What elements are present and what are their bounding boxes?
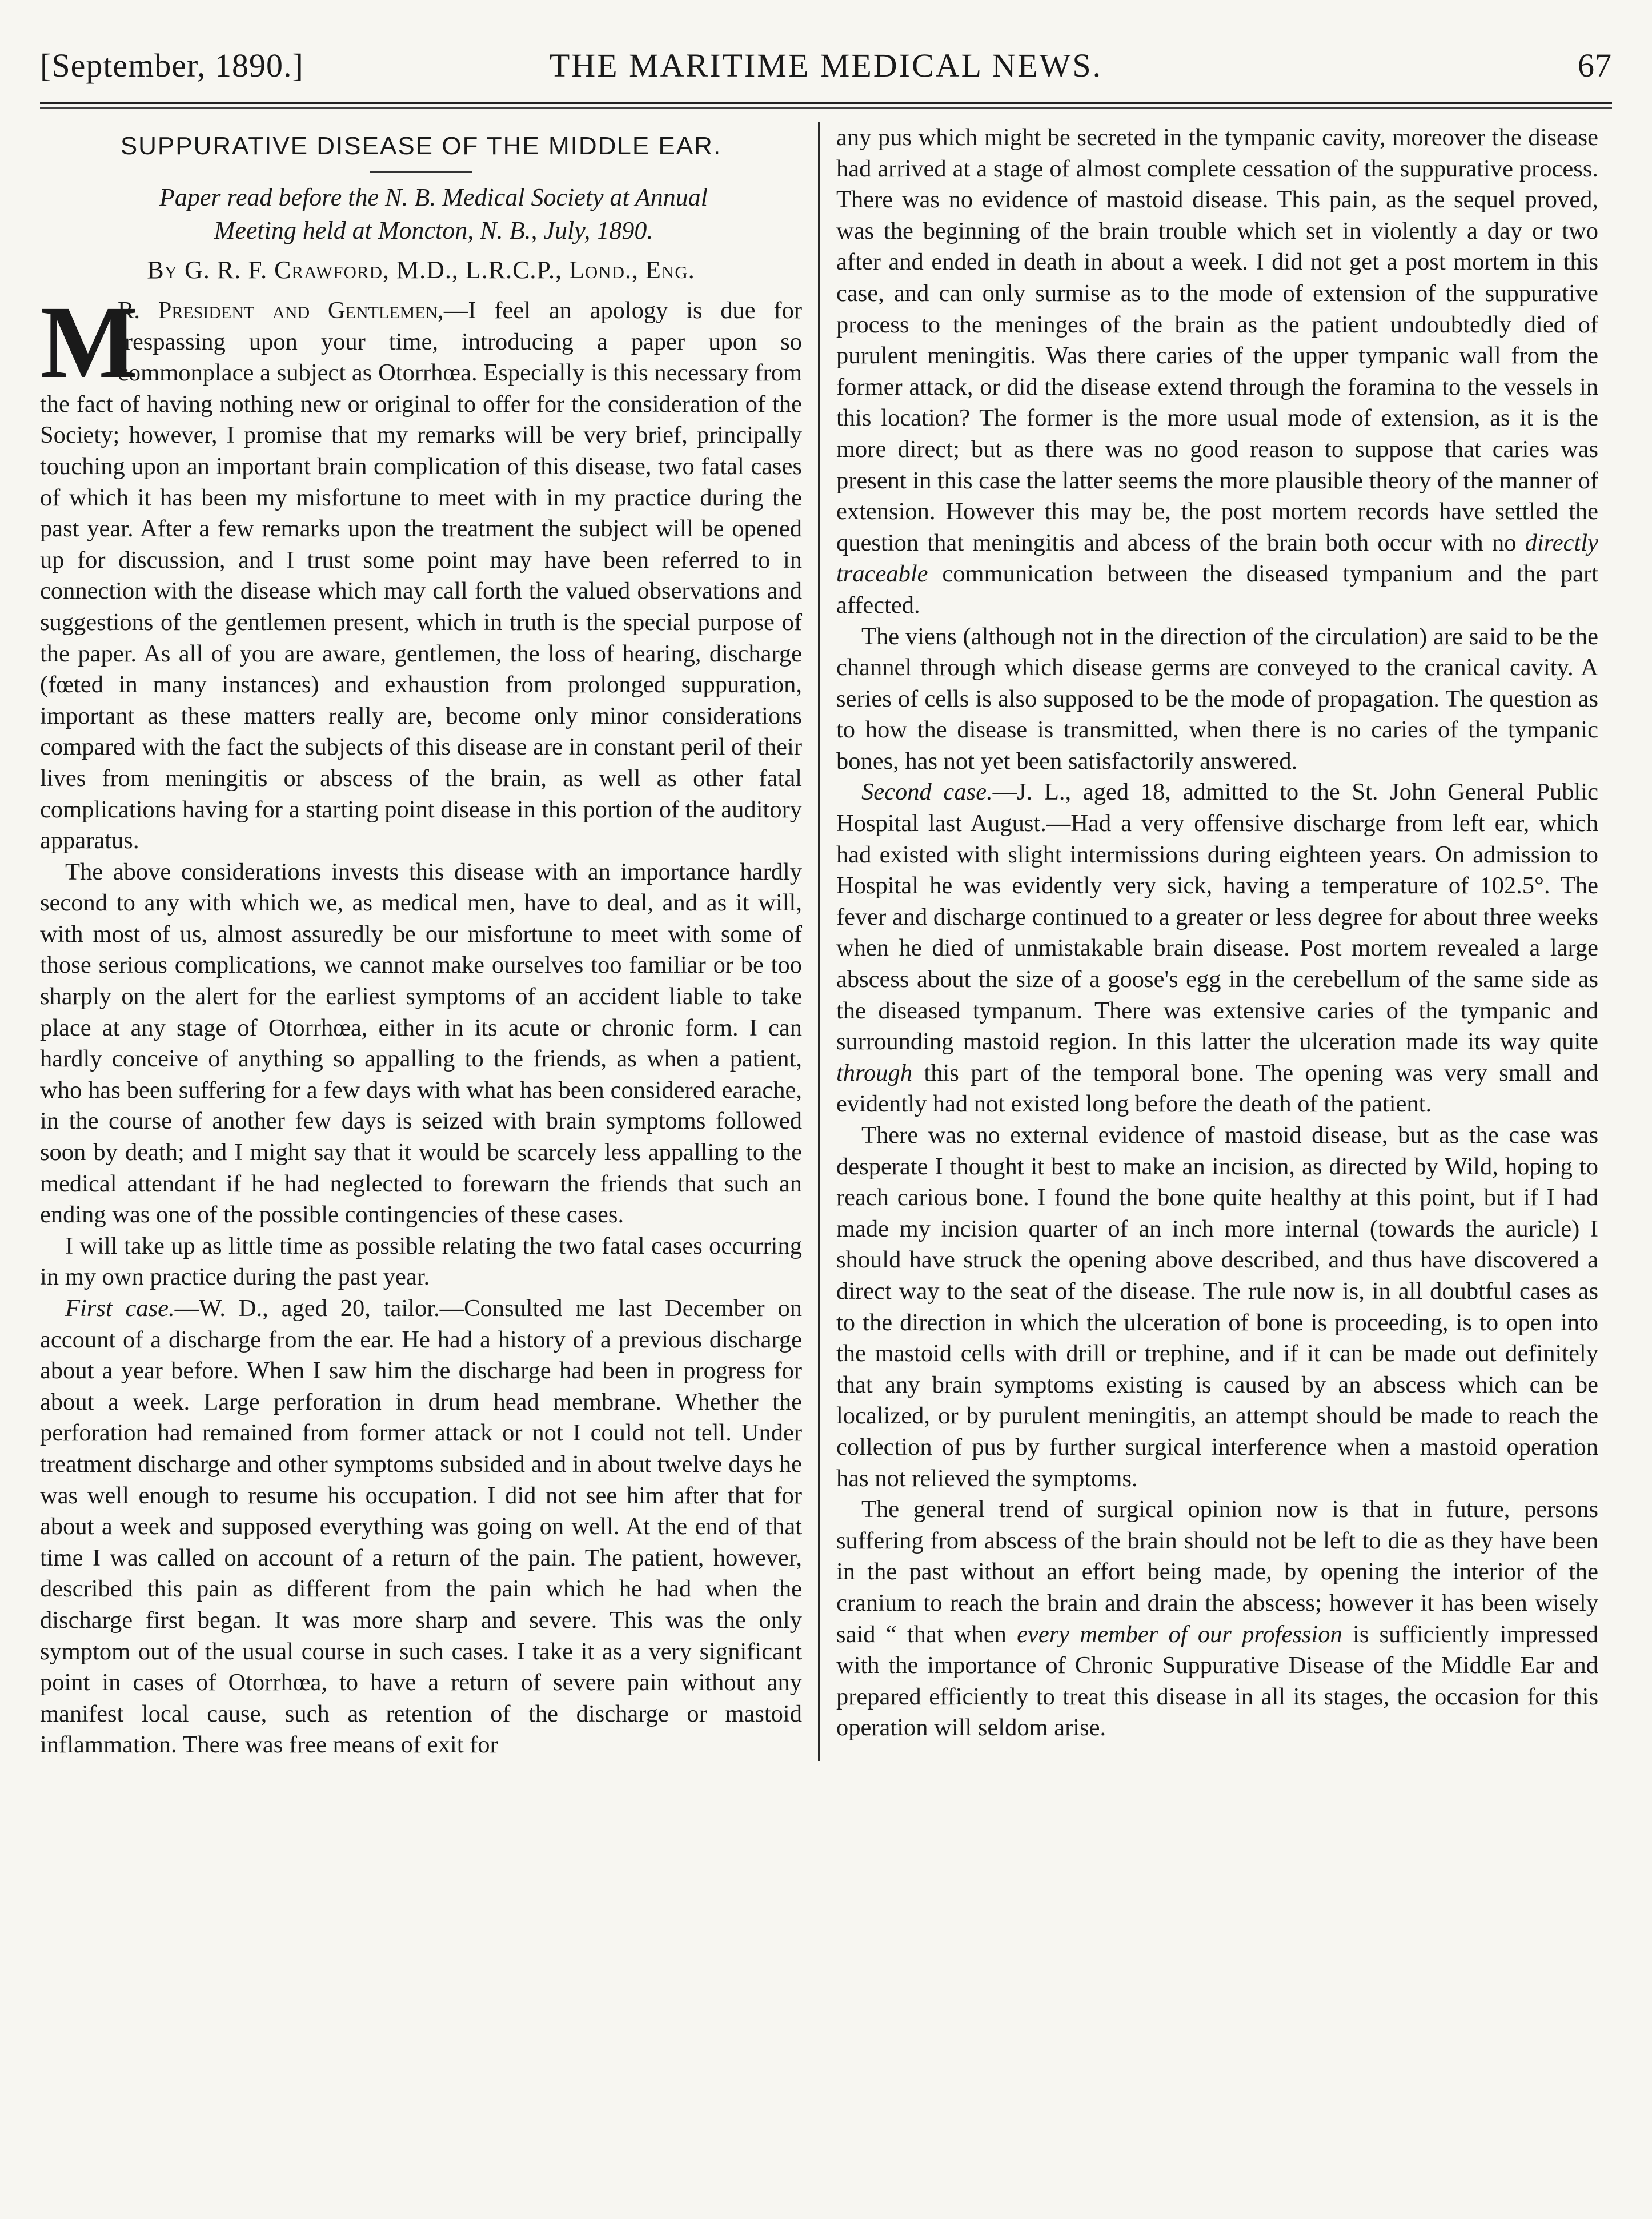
first-case-label: First case.	[65, 1295, 175, 1322]
second-case-text-a: —J. L., aged 18, admitted to the St. John General Public Hospital last August.—Had a very offensive discharge from left ear, which had existed with slight intermissions during eighteen years. On admission to Hospital he was evidently very sick, having a temperature of 102.5°. The fever and discharge continued to a greater or less degree for about three weeks when he died of unmistakable brain disease. Post mortem revealed a large abscess about the size of a goose's egg in the cerebellum of the same side as the diseased tympanum. There was extensive caries of the tympanic and surrounding mastoid region. In this latter the ulceration made its way quite	[836, 779, 1598, 1056]
journal-title: THE MARITIME MEDICAL NEWS.	[549, 47, 1103, 84]
article-title: SUPPURATIVE DISEASE OF THE MIDDLE EAR.	[120, 132, 722, 160]
opinion-emphasis: every member of our profession	[1017, 1620, 1342, 1648]
article-subtitle-line-2: Meeting held at Moncton, N. B., July, 1890.	[214, 216, 653, 244]
continuation-emphasis: directly traceable	[836, 529, 1598, 588]
first-case-text: —W. D., aged 20, tailor.—Consulted me last December on account of a discharge from the ear. He had a history of a previous discharge about a year before. When I saw him the discharge had been in progress for about a week. Large perforation in drum head membrane. Whether the perforation had remained from former attack or not I could not tell. Under treatment discharge and other symptoms subsided and in about twelve days he was well enough to resume his occupation. I did not see him after that for about a week and supposed everything was going on well. At the end of that time I was called on account of a return of the pain. The patient, however, described this pain as different from the pain which he had when the discharge first began. It was more sharp and severe. This was the only symptom out of the usual course in such cases. I take it as a very significant point in cases of Otorrhœa, to have a return of severe pain without any manifest local cause, such as retention of the discharge or mastoid inflammation. There was free means of exit for	[40, 1295, 803, 1759]
paragraph-intro	[40, 285, 802, 857]
header-rule-thin	[40, 107, 1612, 109]
paragraph-second-case	[836, 777, 1598, 1120]
title-rule	[370, 171, 472, 173]
paragraph-continuation	[836, 122, 1598, 621]
paragraph-surgical-opinion	[836, 1494, 1598, 1744]
page-number: 67	[1578, 47, 1612, 84]
running-header	[40, 46, 1612, 86]
article-columns	[40, 122, 1612, 1761]
left-column	[40, 122, 818, 1761]
article-subtitle-line-1: Paper read before the N. B. Medical Society at Annual	[159, 183, 708, 211]
opinion-text-b: is sufficiently impressed with the importance of Chronic Suppurative Disease of the Middle Ear and prepared efficiently to treat this disease in all its stages, the occasion for this operation will seldom arise.	[836, 1620, 1598, 1742]
paragraph-viens: The viens (although not in the direction of the circulation) are said to be the channel through which disease germs are conveyed to the cranical cavity. A series of cells is also supposed to be the mode of propagation. The question as to how the disease is transmitted, when there is no caries of the tympanic bones, has not yet been satisfactorily answered.	[836, 623, 1598, 775]
issue-date: [September, 1890.]	[40, 47, 304, 84]
second-case-text-b: this part of the temporal bone. The opening was very small and evidently had not existed long before the death of the patient.	[836, 1059, 1598, 1118]
second-case-emphasis: through	[836, 1059, 913, 1086]
paragraph-first-case	[40, 1293, 802, 1761]
drop-cap: M	[40, 285, 138, 400]
continuation-text-a: any pus which might be secreted in the tympanic cavity, moreover the disease had arrived at a stage of almost complete cessation of the suppurative process. There was no evidence of mastoid disease. This pain, as the sequel proved, was the beginning of the brain trouble which set in violently a day or two after and ended in death in about a week. I did not get a post mortem in this case, and can only surmise as to the mode of extension of the suppurative process to the meninges of the brain as the patient undoubtedly died of purulent meningitis. Was there caries of the upper tympanic wall from the former attack, or did the disease extend through the foramina to the vessels in this location? The former is the more usual mode of extension, as it is the more direct; but as there was no good reason to suppose that caries was present in this case the latter seems the more plausible theory of the manner of extension. However this may be, the post mortem records have settled the question that meningitis and abcess of the brain both occur with no	[836, 124, 1598, 556]
paragraph-intro-text: —I feel an apology is due for trespassing upon your time, introducing a paper upon so commonplace a subject as Otorrhœa. Especially is this necessary from the fact of having nothing new or original to offer for the consideration of the Society; however, I promise that my remarks will be very brief, principally touching upon an important brain complication of this disease, two fatal cases of which it has been my misfortune to meet with in my practice during the past year. After a few remarks upon the treatment the subject will be opened up for discussion, and I trust some point may have been referred to in connection with the disease which may call forth the valued observations and suggestions of the gentlemen present, which in truth is the special purpose of the paper. As all of you are aware, gentlemen, the loss of hearing, discharge (fœted in many instances) and exhaustion from prolonged suppuration, important as these matters really are, become only minor considerations compared with the fact the subjects of this disease are in constant peril of their lives from meningitis or abscess of the brain, as well as other fatal complications having for a starting point disease in this portion of the auditory apparatus.	[40, 297, 802, 854]
salutation: R. President and Gentlemen,	[118, 297, 444, 324]
paragraph-considerations: The above considerations invests this disease with an importance hardly second to any with which we, as medical men, have to deal, and as it will, with most of us, almost assuredly be our misfortune to meet with some of those serious complications, we cannot make ourselves too familiar or be too sharply on the alert for the earliest symptoms of an accident liable to take place at any stage of Otorrhœa, either in its acute or chronic form. I can hardly conceive of anything so appalling to the friends, as when a patient, who has been suffering for a few days with what has been considered earache, in the course of another few days is seized with brain symptoms followed soon by death; and I might say that it would be scarcely less appalling to the medical attendant if he had neglected to forewarn the friends that such an ending was one of the possible contingencies of these cases.	[40, 858, 802, 1229]
header-rule	[40, 102, 1612, 104]
continuation-text-b: communication between the diseased tympanium and the part affected.	[836, 560, 1598, 619]
right-column	[820, 122, 1598, 1761]
paragraph-two-cases: I will take up as little time as possible relating the two fatal cases occurring in my own practice during the past year.	[40, 1232, 802, 1291]
opinion-text-a: The general trend of surgical opinion now is that in future, persons suffering from abscess of the brain should not be left to die as they have been in the past without an effort being made, by opening the interior of the cranium to reach the brain and drain the abscess; however it has been wisely said “ that when	[836, 1496, 1598, 1648]
author-byline: By G. R. F. Crawford, M.D., L.R.C.P., Lond., Eng.	[147, 256, 695, 284]
second-case-label: Second case.	[861, 779, 993, 806]
paragraph-mastoid: There was no external evidence of mastoid disease, but as the case was desperate I thought it best to make an incision, as directed by Wild, hoping to reach carious bone. I found the bone quite healthy at this point, but if I had made my incision quarter of an inch more internal (towards the auricle) I should have struck the opening above described, and thus have discovered a direct way to the seat of the disease. The rule now is, in all doubtful cases as to the direction in which the ulceration of bone is proceeding, is to open into the mastoid cells with drill or trephine, and if it can be made out definitely that any brain symptoms existing is caused by an abscess which can be localized, or by purulent meningitis, an attempt should be made to reach the collection of pus by further surgical interference when a mastoid operation has not relieved the symptoms.	[836, 1122, 1598, 1492]
